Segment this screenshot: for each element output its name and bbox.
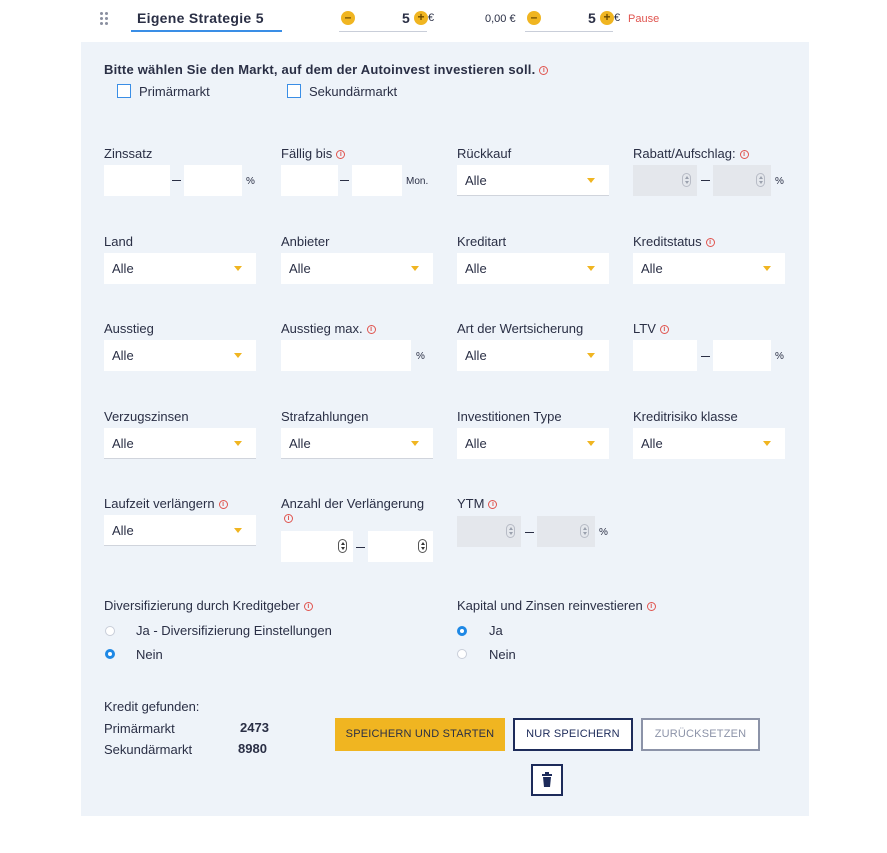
buyback-select[interactable]: Alle [457, 165, 609, 196]
diversification-no-radio[interactable] [105, 649, 115, 659]
provider-select[interactable]: Alle [281, 253, 433, 284]
info-icon[interactable]: i [284, 514, 293, 523]
secondary-market-checkbox[interactable] [287, 84, 301, 98]
trash-icon [533, 766, 561, 794]
country-select[interactable]: Alle [104, 253, 256, 284]
diversification-yes-label[interactable]: Ja - Diversifizierung Einstellungen [136, 623, 332, 638]
loan-status-select[interactable]: Alle [633, 253, 785, 284]
stepper-unit: € [614, 12, 621, 24]
info-icon[interactable]: i [488, 500, 497, 509]
chevron-down-icon [234, 353, 242, 358]
buyback-label: Rückkauf [457, 146, 512, 161]
save-and-start-button[interactable]: SPEICHERN UND STARTEN [335, 718, 505, 751]
max-investment-stepper [525, 8, 621, 32]
provider-label: Anbieter [281, 234, 330, 249]
stepper-value[interactable]: 5 [588, 10, 596, 26]
ytm-label: YTM i [457, 496, 497, 511]
diversification-yes-radio[interactable] [105, 626, 115, 636]
primary-count: 2473 [240, 720, 269, 735]
strategy-header [0, 0, 887, 42]
primary-market-checkbox[interactable] [117, 84, 131, 98]
pause-link[interactable]: Pause [628, 13, 660, 25]
extensions-count-label: Anzahl der Verlängerung [281, 496, 425, 511]
diversification-label: Diversifizierung durch Kreditgeber i [104, 598, 313, 613]
loan-status-label: Kreditstatus i [633, 234, 715, 249]
info-icon[interactable]: i [647, 602, 656, 611]
save-only-button[interactable]: NUR SPEICHERN [513, 718, 633, 751]
discount-max-input[interactable] [713, 165, 771, 196]
info-icon[interactable]: i [539, 66, 548, 75]
discount-label: Rabatt/Aufschlag: i [633, 146, 749, 161]
chevron-down-icon [763, 266, 771, 271]
ltv-label: LTV i [633, 321, 669, 336]
collateral-type-select[interactable]: Alle [457, 340, 609, 371]
secondary-count: 8980 [238, 741, 267, 756]
ytm-max-input[interactable] [537, 516, 595, 547]
exit-select[interactable]: Alle [104, 340, 256, 371]
percent-unit: % [775, 351, 784, 362]
primary-count-label: Primärmarkt [104, 721, 175, 736]
discount-min-input[interactable] [633, 165, 697, 196]
exit-max-label: Ausstieg max. i [281, 321, 376, 336]
chevron-down-icon [411, 441, 419, 446]
reinvest-no-label[interactable]: Nein [489, 647, 516, 662]
reinvest-label: Kapital und Zinsen reinvestieren i [457, 598, 656, 613]
late-interest-label: Verzugszinsen [104, 409, 189, 424]
info-icon[interactable]: i [660, 325, 669, 334]
loans-found-label: Kredit gefunden: [104, 699, 200, 714]
penalties-select[interactable]: Alle [281, 428, 433, 459]
percent-unit: % [416, 351, 425, 362]
investment-type-label: Investitionen Type [457, 409, 562, 424]
reinvest-no-radio[interactable] [457, 649, 467, 659]
range-dash [701, 180, 710, 181]
collateral-type-label: Art der Wertsicherung [457, 321, 584, 336]
info-icon[interactable]: i [304, 602, 313, 611]
penalties-label: Strafzahlungen [281, 409, 369, 424]
ltv-min-input[interactable] [633, 340, 697, 371]
stepper-value[interactable]: 5 [402, 10, 410, 26]
min-investment-stepper [339, 8, 435, 32]
extensions-max-input[interactable] [368, 531, 433, 562]
exit-max-input[interactable] [281, 340, 411, 371]
ytm-min-input[interactable] [457, 516, 521, 547]
investment-type-select[interactable]: Alle [457, 428, 609, 459]
info-icon[interactable]: i [367, 325, 376, 334]
country-label: Land [104, 234, 133, 249]
credit-risk-select[interactable]: Alle [633, 428, 785, 459]
strategy-name-input[interactable]: Eigene Strategie 5 [131, 8, 282, 32]
drag-handle-icon[interactable] [100, 12, 110, 26]
extend-term-label: Laufzeit verlängern i [104, 496, 228, 511]
info-icon[interactable]: i [740, 150, 749, 159]
range-dash [525, 532, 534, 533]
diversification-no-label[interactable]: Nein [136, 647, 163, 662]
interest-rate-min-input[interactable] [104, 165, 170, 196]
spinner-icon[interactable] [580, 524, 589, 538]
info-icon[interactable]: i [219, 500, 228, 509]
chevron-down-icon [234, 441, 242, 446]
minus-icon[interactable]: – [341, 11, 355, 25]
chevron-down-icon [234, 528, 242, 533]
interest-rate-max-input[interactable] [184, 165, 242, 196]
chevron-down-icon [587, 178, 595, 183]
reinvest-yes-label[interactable]: Ja [489, 623, 503, 638]
credit-risk-label: Kreditrisiko klasse [633, 409, 738, 424]
loan-type-select[interactable]: Alle [457, 253, 609, 284]
info-icon[interactable]: i [336, 150, 345, 159]
interest-rate-label: Zinssatz [104, 146, 153, 161]
secondary-count-label: Sekundärmarkt [104, 742, 193, 757]
extensions-min-input[interactable] [281, 531, 353, 562]
chevron-down-icon [587, 353, 595, 358]
exit-label: Ausstieg [104, 321, 154, 336]
percent-unit: % [246, 176, 255, 187]
due-max-input[interactable] [352, 165, 402, 196]
due-min-input[interactable] [281, 165, 338, 196]
spinner-icon[interactable] [506, 524, 515, 538]
extend-term-select[interactable]: Alle [104, 515, 256, 546]
percent-unit: % [599, 527, 608, 538]
spinner-icon[interactable] [756, 173, 765, 187]
range-dash [340, 180, 349, 181]
reset-button[interactable]: ZURÜCKSETZEN [641, 718, 760, 751]
percent-unit: % [775, 176, 784, 187]
invested-amount: 0,00 € [485, 13, 516, 25]
chevron-down-icon [763, 441, 771, 446]
stepper-unit: € [428, 12, 435, 24]
chevron-down-icon [587, 441, 595, 446]
due-label: Fällig bis i [281, 146, 345, 161]
range-dash [356, 547, 365, 548]
info-icon[interactable]: i [706, 238, 715, 247]
primary-market-label: Primärmarkt [139, 84, 210, 99]
chevron-down-icon [234, 266, 242, 271]
market-title: Bitte wählen Sie den Markt, auf dem der Autoinvest investieren soll. i [104, 62, 548, 77]
loan-type-label: Kreditart [457, 234, 507, 249]
range-dash [172, 180, 181, 181]
plus-icon[interactable]: + [600, 11, 614, 25]
chevron-down-icon [411, 266, 419, 271]
reinvest-yes-radio[interactable] [457, 626, 467, 636]
late-interest-select[interactable]: Alle [104, 428, 256, 459]
plus-icon[interactable]: + [414, 11, 428, 25]
spinner-icon[interactable] [338, 539, 347, 553]
chevron-down-icon [587, 266, 595, 271]
secondary-market-label: Sekundärmarkt [309, 84, 398, 99]
range-dash [701, 356, 710, 357]
spinner-icon[interactable] [682, 173, 691, 187]
minus-icon[interactable]: – [527, 11, 541, 25]
ltv-max-input[interactable] [713, 340, 771, 371]
delete-button[interactable] [531, 764, 563, 796]
months-unit: Mon. [406, 176, 429, 187]
spinner-icon[interactable] [418, 539, 427, 553]
